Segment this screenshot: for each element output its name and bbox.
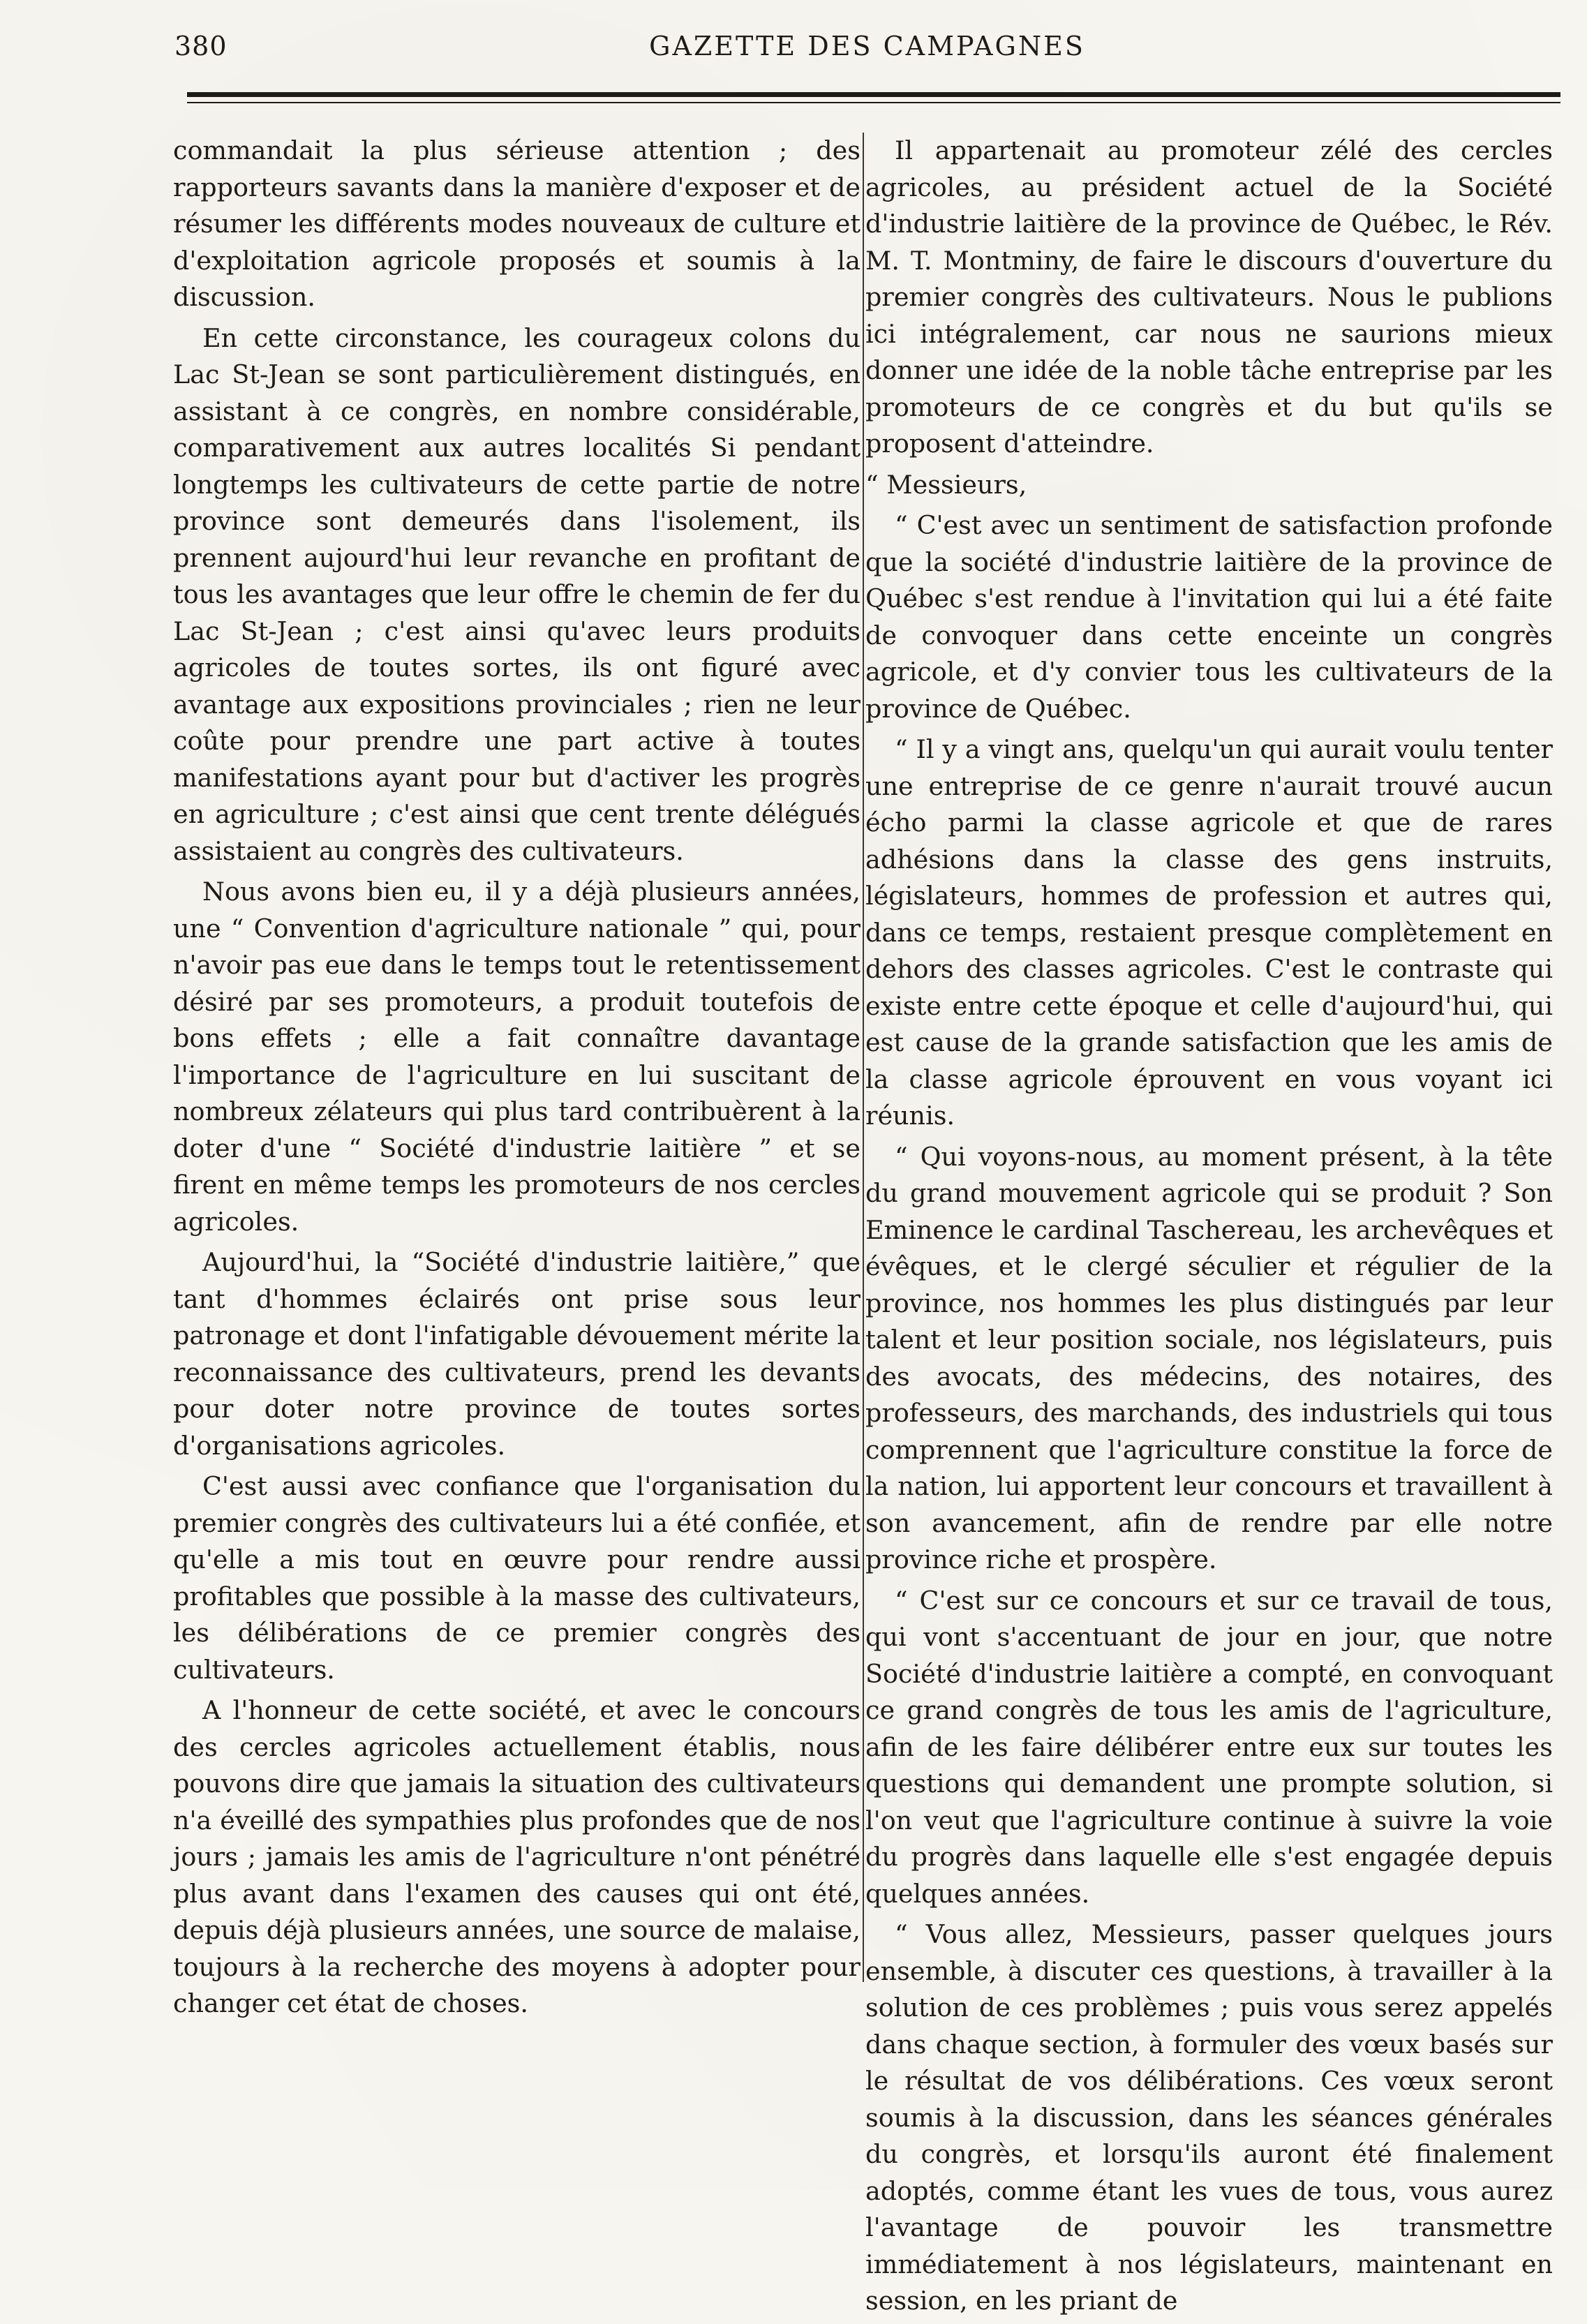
right-paragraph-6: “ Vous allez, Messieurs, passer quelques jours ensemble, à discuter ces questions, à travailler à la solution de ces problèmes ; puis vous serez appelés dans chaque section, à formuler des vœux basés sur le résultat de vos délibérations. Ces vœux seront soumis à la discussion, dans les séances générales du congrès, et lorsqu'ils auront été finalement adoptés, comme étant les vues de tous, vous aurez l'avantage de pouvoir les transmettre immédiatement à nos législateurs, maintenant en session, en les priant de	[865, 1919, 1553, 2316]
page-number: 380	[174, 31, 228, 61]
right-paragraph-1: Il appartenait au promoteur zélé des cercles agricoles, au président actuel de la Société d'industrie laitière de la province de Québec, le Rév. M. T. Montminy, de faire le discours d'ouverture du premier congrès des cultivateurs. Nous le publions ici intégralement, car nous ne saurions mieux donner une idée de la noble tâche entreprise par les promoteurs de ce congrès et du but qu'ils se proposent d'atteindre.	[865, 135, 1553, 459]
left-column	[173, 133, 860, 2027]
header-rule-thick	[187, 92, 1560, 97]
left-paragraph-6: A l'honneur de cette société, et avec le concours des cercles agricoles actuellement établis, nous pouvons dire que jamais la situation des cultivateurs n'a éveillé des sympathies plus profondes que de nos jours ; jamais les amis de l'agriculture n'ont pénétré plus avant dans l'examen des causes qui ont été, depuis déjà plusieurs années, une source de malaise, toujours à la recherche des moyens à adopter pour changer cet état de choses.	[173, 1695, 860, 2018]
right-paragraph-5: “ C'est sur ce concours et sur ce travail de tous, qui vont s'accentuant de jour en jour, que notre Société d'industrie laitière a compté, en convoquant ce grand congrès de tous les amis de l'agriculture, afin de les faire délibérer entre eux sur toutes les questions qui demandent une prompte solution, si l'on veut que l'agriculture continue à suivre la voie du progrès dans laquelle elle s'est engagée depuis quelques années.	[865, 1585, 1553, 1909]
column-divider	[863, 133, 864, 1982]
right-paragraph-4: “ Qui voyons-nous, au moment présent, à la tête du grand mouvement agricole qui se produit ? Son Eminence le cardinal Taschereau, les archevêques et évêques, et le clergé séculier et régulier de la province, nos hommes les plus distingués par leur talent et leur position sociale, nos législateurs, puis des avocats, des médecins, des notaires, des professeurs, des marchands, des industriels qui tous comprennent que l'agriculture constitue la force de la nation, lui apportent leur concours et travaillent à son avancement, afin de rendre par elle notre province riche et prospère.	[865, 1141, 1553, 1574]
left-paragraph-2: En cette circonstance, les courageux colons du Lac St-Jean se sont particulièrement distingués, en assistant à ce congrès, en nombre considérable, comparativement aux autres localités Si pendant longtemps les cultivateurs de cette partie de notre province sont demeurés dans l'isolement, ils prennent aujourd'hui leur revanche en profitant de tous les avantages que leur offre le chemin de fer du Lac St-Jean ; c'est ainsi qu'avec leurs produits agricoles de toutes sortes, ils ont figuré avec avantage aux expositions provinciales ; rien ne leur coûte pour prendre une part active à toutes manifestations ayant pour but d'activer les progrès en agriculture ; c'est ainsi que cent trente délégués assistaient au congrès des cultivateurs.	[173, 322, 860, 866]
left-paragraph-1: commandait la plus sérieuse attention ; des rapporteurs savants dans la manière d'exposer et de résumer les différents modes nouveaux de culture et d'exploitation agricole proposés et soumis à la discussion.	[173, 135, 860, 312]
left-paragraph-5: C'est aussi avec confiance que l'organisation du premier congrès des cultivateurs lui a été confiée, et qu'elle a mis tout en œuvre pour rendre aussi profitables que possible à la masse des cultivateurs, les délibérations de ce premier congrès des cultivateurs.	[173, 1471, 860, 1685]
left-paragraph-4: Aujourd'hui, la “Société d'industrie laitière,” que tant d'hommes éclairés ont prise sous leur patronage et dont l'infatigable dévouement mérite la reconnaissance des cultivateurs, prend les devants pour doter notre province de toutes sortes d'organisations agricoles.	[173, 1247, 860, 1461]
running-title: GAZETTE DES CAMPAGNES	[649, 31, 1085, 61]
page-header	[174, 21, 1560, 70]
right-paragraph-3: “ Il y a vingt ans, quelqu'un qui aurait voulu tenter une entreprise de ce genre n'aurait trouvé aucun écho parmi la classe agricole et que de rares adhésions dans la classe des gens instruits, législateurs, hommes de profession et autres qui, dans ce temps, restaient presque complètement en dehors des classes agricoles. C'est le contraste qui existe entre cette époque et celle d'aujourd'hui, qui est cause de la grande satisfaction que les amis de la classe agricole éprouvent en vous voyant ici réunis.	[865, 734, 1553, 1131]
header-rule-thin	[187, 102, 1560, 103]
left-paragraph-3: Nous avons bien eu, il y a déjà plusieurs années, une “ Convention d'agriculture nationale ” qui, pour n'avoir pas eue dans le temps tout le retentissement désiré par ses promoteurs, a produit toutefois de bons effets ; elle a fait connaître davantage l'importance de l'agriculture en lui suscitant de nombreux zélateurs qui plus tard contribuèrent à la doter d'une “ Société d'industrie laitière ” et se firent en même temps les promoteurs de nos cercles agricoles.	[173, 877, 860, 1237]
right-paragraph-2: “ C'est avec un sentiment de satisfaction profonde que la société d'industrie laitière de la province de Québec s'est rendue à l'invitation qui lui a été faite de convoquer dans cette enceinte un congrès agricole, et d'y convier tous les cultivateurs de la province de Québec.	[865, 510, 1553, 724]
right-salutation: “ Messieurs,	[865, 469, 1027, 500]
right-column	[865, 133, 1553, 2324]
